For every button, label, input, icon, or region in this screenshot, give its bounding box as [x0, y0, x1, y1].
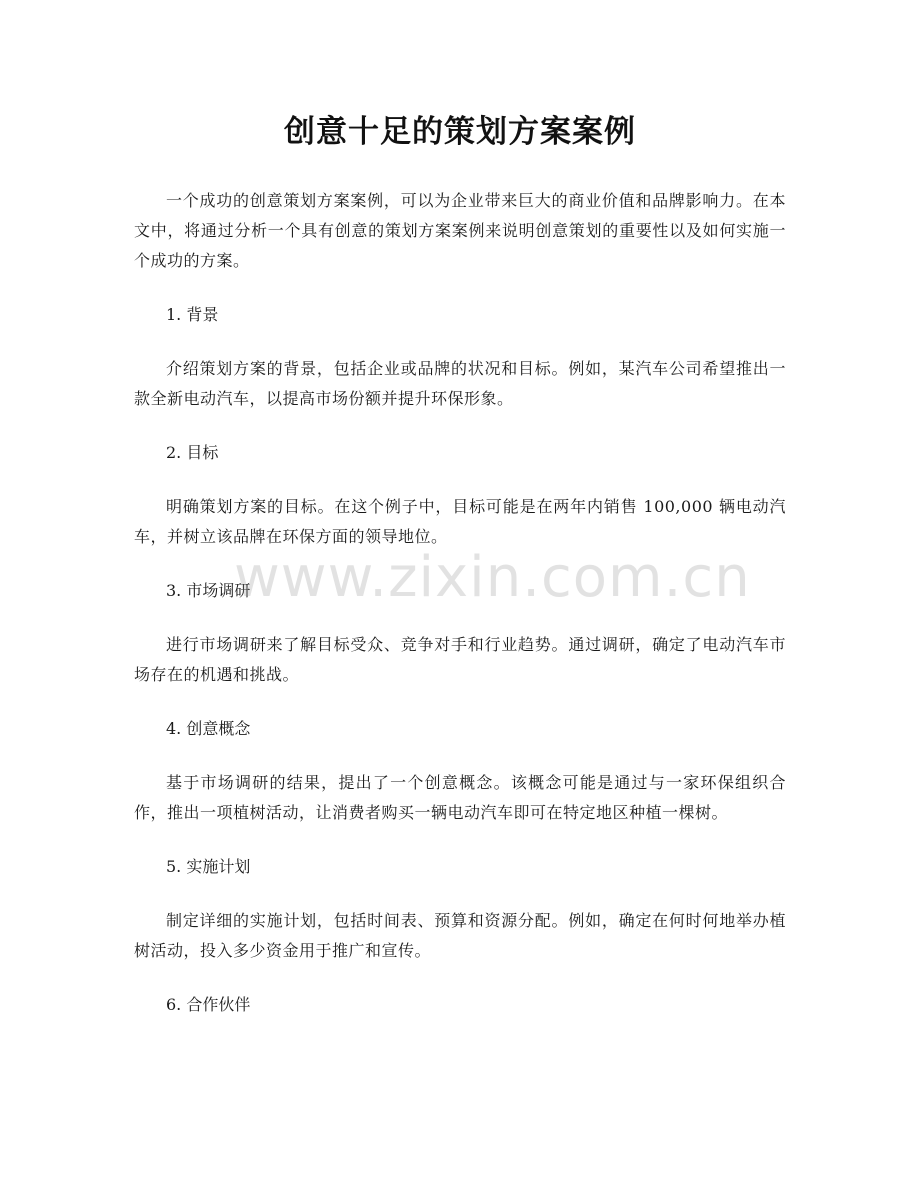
document-title: 创意十足的策划方案案例: [284, 114, 636, 150]
section-body-goals: 明确策划方案的目标。在这个例子中，目标可能是在两年内销售 100,000 辆电动汽车，并树立该品牌在环保方面的领导地位。: [134, 497, 786, 546]
section-heading-partners: 6. 合作伙伴: [166, 995, 251, 1014]
section-heading-market-research: 3. 市场调研: [166, 581, 251, 600]
section-body-background: 介绍策划方案的背景，包括企业或品牌的状况和目标。例如，某汽车公司希望推出一款全新电动汽车，以提高市场份额并提升环保形象。: [134, 359, 786, 408]
intro-paragraph: 一个成功的创意策划方案案例，可以为企业带来巨大的商业价值和品牌影响力。在本文中，将通过分析一个具有创意的策划方案案例来说明创意策划的重要性以及如何实施一个成功的方案。: [134, 191, 786, 270]
section-body-implementation-plan: 制定详细的实施计划，包括时间表、预算和资源分配。例如，确定在何时何地举办植树活动，投入多少资金用于推广和宣传。: [134, 911, 786, 960]
section-body-market-research: 进行市场调研来了解目标受众、竞争对手和行业趋势。通过调研，确定了电动汽车市场存在的机遇和挑战。: [134, 635, 786, 684]
watermark-text: www.zixin.com.cn: [234, 545, 751, 610]
section-heading-goals: 2. 目标: [166, 443, 219, 462]
section-heading-creative-concept: 4. 创意概念: [166, 719, 251, 738]
section-body-creative-concept: 基于市场调研的结果，提出了一个创意概念。该概念可能是通过与一家环保组织合作，推出一项植树活动，让消费者购买一辆电动汽车即可在特定地区种植一棵树。: [134, 773, 786, 822]
section-heading-background: 1. 背景: [166, 305, 219, 324]
document-body: [134, 186, 786, 1044]
section-heading-implementation-plan: 5. 实施计划: [166, 857, 251, 876]
